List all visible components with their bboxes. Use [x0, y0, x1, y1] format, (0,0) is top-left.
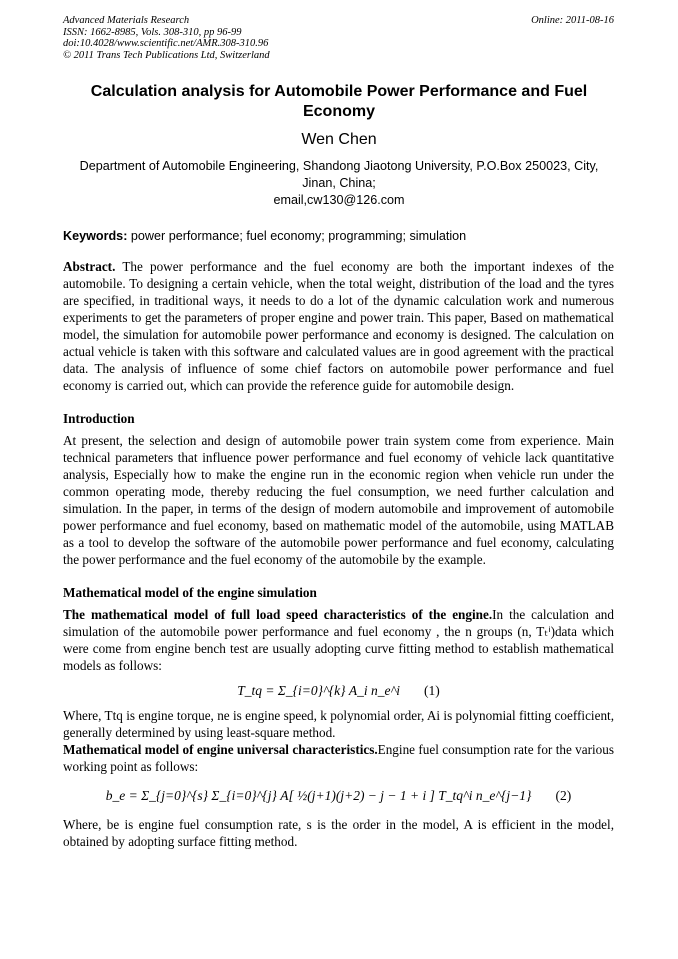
model-paragraph-1: In the calculation and simulation of the automobile power performance and fuel economy , the n groups (n, Tₜⁱ)data which were come from engine bench test are usually adopting curve fitting method to establish mathematical models as follows:	[63, 607, 614, 673]
copyright: © 2011 Trans Tech Publications Ltd, Switzerland	[63, 49, 270, 61]
introduction-heading: Introduction	[63, 411, 135, 426]
subsection-full-load: The mathematical model of full load speed characteristics of the engine.	[63, 607, 493, 622]
equation-2-number: (2)	[555, 788, 572, 803]
equation-2-text: b_e = Σ_{j=0}^{s} Σ_{i=0}^{j} A[ ½(j+1)(j+2) − j − 1 + i ] T_tq^i n_e^{j−1}	[105, 788, 532, 803]
affiliation: Department of Automobile Engineering, Shandong Jiaotong University, P.O.Box 250023, City, Jinan, China;	[79, 159, 599, 190]
introduction-text: At present, the selection and design of automobile power train system come from experience. Main technical parameters that influence power performance and fuel economy of vehicle lack quantitative analysis, Especially how to make the engine run in the economic region when vehicle run under the common operating mode, thereby reducing the fuel consumption, we need further calculation and simulation. In the paper, in terms of the design of modern automobile and improvement of automobile power performance and fuel economy, based on mathematic model of the automobile, using MATLAB as a tool to develop the software of the automobile power performance and fuel economy, calculating the power performance and the fuel economy of the automobile by the example.	[63, 433, 614, 567]
online-date: Online: 2011-08-16	[531, 15, 614, 26]
equation-1	[63, 682, 614, 699]
abstract	[63, 258, 614, 394]
keywords-label: Keywords:	[63, 229, 128, 243]
abstract-label: Abstract.	[63, 259, 116, 274]
paper-body	[63, 258, 614, 850]
email: email,cw130@126.com	[273, 193, 405, 207]
equation-1-number: (1)	[423, 683, 440, 698]
journal-name: Advanced Materials Research	[63, 15, 190, 26]
equation-2	[63, 787, 614, 804]
author: Wen Chen	[301, 131, 377, 148]
keywords-text: power performance; fuel economy; programming; simulation	[127, 229, 467, 243]
subsection-universal: Mathematical model of engine universal characteristics.	[63, 742, 378, 757]
model-paragraph-4: Where, be is engine fuel consumption rate, s is the order in the model, A is efficient in the model, obtained by adopting surface fitting method.	[63, 817, 614, 849]
journal-header	[63, 15, 270, 61]
equation-1-text: T_tq = Σ_{i=0}^{k} A_i n_e^i	[237, 683, 400, 698]
model-section	[63, 584, 614, 850]
doi: doi:10.4028/www.scientific.net/AMR.308-310.96	[63, 38, 269, 49]
model-paragraph-3: Engine fuel consumption rate for the various working point as follows:	[63, 742, 615, 774]
introduction-section	[63, 410, 614, 568]
issn: ISSN: 1662-8985, Vols. 308-310, pp 96-99	[63, 26, 242, 38]
model-paragraph-2: Where, Ttq is engine torque, ne is engine speed, k polynomial order, Ai is polynomial fitting coefficient, generally determined by using least-square method.	[63, 708, 614, 740]
model-heading: Mathematical model of the engine simulation	[63, 585, 317, 600]
abstract-text: The power performance and the fuel economy are both the important indexes of the automobile. To designing a certain vehicle, when the total weight, distribution of the load and the tyres are specified, in traditional ways, it needs to do a lot of the dynamic calculation work and numerous experiments to get the parameters of proper engine and power train. This paper, Based on mathematical model, the simulation for automobile power performance and economy is designed. The calculation on actual vehicle is taken with this software and calculated values are in good agreement with the practical data. The analysis of influence of some chief factors on automobile power performance and fuel economy is carried out, which can provide the reference guide for automobile design.	[63, 259, 614, 393]
keywords	[63, 229, 615, 243]
paper-title: Calculation analysis for Automobile Power Performance and Fuel Economy	[90, 83, 588, 120]
